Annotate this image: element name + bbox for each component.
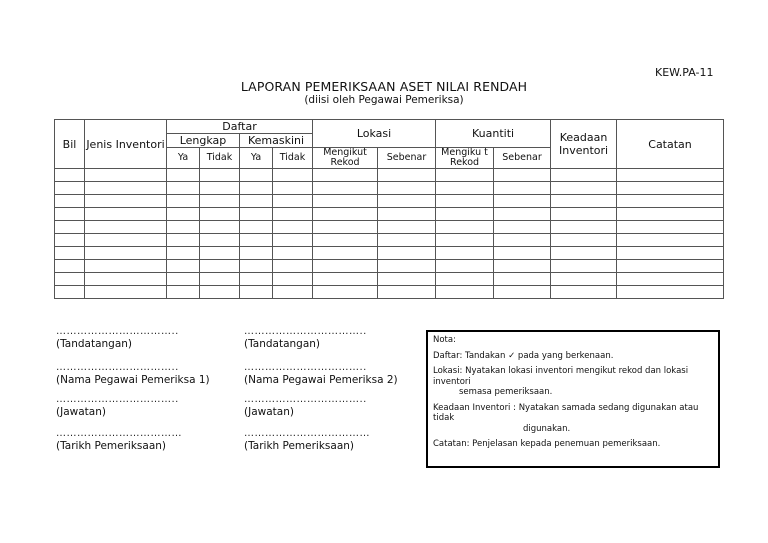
position-label: (Jawatan) bbox=[56, 406, 106, 418]
table-row bbox=[55, 247, 724, 260]
note-lokasi-line1: Lokasi: Nyatakan lokasi inventori mengikut rekod dan lokasi inventori bbox=[433, 366, 689, 387]
table-cell[interactable] bbox=[167, 221, 200, 234]
table-cell[interactable] bbox=[240, 182, 273, 195]
table-cell[interactable] bbox=[273, 195, 313, 208]
signature-line: …………………………….. bbox=[56, 326, 179, 337]
table-cell[interactable] bbox=[200, 273, 240, 286]
col-kemaskini: Kemaskini bbox=[240, 134, 313, 148]
note-daftar: Daftar: Tandakan ✓ pada yang berkenaan. bbox=[433, 350, 614, 361]
table-row bbox=[55, 260, 724, 273]
table-cell[interactable] bbox=[551, 195, 617, 208]
table-cell[interactable] bbox=[313, 247, 378, 260]
name-label: (Nama Pegawai Pemeriksa 2) bbox=[244, 374, 398, 386]
table-cell[interactable] bbox=[167, 234, 200, 247]
table-cell[interactable] bbox=[378, 182, 436, 195]
table-cell[interactable] bbox=[55, 286, 85, 299]
date-line: ……………………………… bbox=[56, 428, 182, 439]
table-cell[interactable] bbox=[551, 286, 617, 299]
col-lokasi-mengikut-rekod: Mengikut Rekod bbox=[313, 148, 378, 169]
col-lengkap-tidak: Tidak bbox=[200, 148, 240, 169]
table-cell[interactable] bbox=[200, 286, 240, 299]
table-cell[interactable] bbox=[617, 195, 724, 208]
col-lokasi-sebenar: Sebenar bbox=[378, 148, 436, 169]
page-title: LAPORAN PEMERIKSAAN ASET NILAI RENDAH bbox=[240, 79, 528, 94]
table-cell[interactable] bbox=[273, 260, 313, 273]
table-cell[interactable] bbox=[617, 273, 724, 286]
signature-label: (Tandatangan) bbox=[244, 338, 321, 350]
table-cell[interactable] bbox=[200, 247, 240, 260]
table-cell[interactable] bbox=[378, 169, 436, 182]
table-cell[interactable] bbox=[55, 260, 85, 273]
table-cell[interactable] bbox=[617, 260, 724, 273]
table-cell[interactable] bbox=[551, 273, 617, 286]
signature-block-2 bbox=[244, 325, 404, 453]
table-cell[interactable] bbox=[167, 169, 200, 182]
table-cell[interactable] bbox=[85, 286, 167, 299]
table-cell[interactable] bbox=[313, 182, 378, 195]
table-cell[interactable] bbox=[436, 169, 494, 182]
table-cell[interactable] bbox=[436, 247, 494, 260]
table-cell[interactable] bbox=[494, 286, 551, 299]
table-cell[interactable] bbox=[617, 169, 724, 182]
table-cell[interactable] bbox=[167, 286, 200, 299]
table-cell[interactable] bbox=[85, 234, 167, 247]
table-cell[interactable] bbox=[436, 208, 494, 221]
table-cell[interactable] bbox=[551, 247, 617, 260]
table-cell[interactable] bbox=[55, 221, 85, 234]
name-line: …………………………….. bbox=[244, 362, 367, 373]
table-cell[interactable] bbox=[85, 208, 167, 221]
col-kemaskini-ya: Ya bbox=[240, 148, 273, 169]
table-cell[interactable] bbox=[313, 286, 378, 299]
table-cell[interactable] bbox=[85, 182, 167, 195]
table-cell[interactable] bbox=[436, 260, 494, 273]
table-cell[interactable] bbox=[494, 182, 551, 195]
col-jenis-inventori: Jenis Inventori bbox=[85, 120, 167, 169]
table-cell[interactable] bbox=[167, 260, 200, 273]
table-cell[interactable] bbox=[240, 247, 273, 260]
table-cell[interactable] bbox=[436, 286, 494, 299]
table-cell[interactable] bbox=[85, 273, 167, 286]
table-cell[interactable] bbox=[240, 169, 273, 182]
table-cell[interactable] bbox=[617, 208, 724, 221]
table-cell[interactable] bbox=[378, 195, 436, 208]
table-cell[interactable] bbox=[551, 234, 617, 247]
table-row bbox=[55, 208, 724, 221]
table-cell[interactable] bbox=[378, 247, 436, 260]
note-box bbox=[426, 330, 720, 468]
col-lengkap: Lengkap bbox=[167, 134, 240, 148]
table-cell[interactable] bbox=[617, 182, 724, 195]
table-cell[interactable] bbox=[240, 221, 273, 234]
page-subtitle: (diisi oleh Pegawai Pemeriksa) bbox=[304, 94, 464, 106]
table-cell[interactable] bbox=[551, 208, 617, 221]
table-cell[interactable] bbox=[313, 195, 378, 208]
table-cell[interactable] bbox=[617, 221, 724, 234]
table-cell[interactable] bbox=[378, 208, 436, 221]
table-cell[interactable] bbox=[240, 286, 273, 299]
form-code: KEW.PA-11 bbox=[655, 66, 714, 79]
table-cell[interactable] bbox=[273, 221, 313, 234]
table-cell[interactable] bbox=[313, 221, 378, 234]
table-cell[interactable] bbox=[55, 182, 85, 195]
note-lokasi-line2: semasa pemeriksaan. bbox=[459, 387, 553, 397]
table-cell[interactable] bbox=[378, 260, 436, 273]
table-cell[interactable] bbox=[273, 208, 313, 221]
table-cell[interactable] bbox=[494, 169, 551, 182]
table-cell[interactable] bbox=[85, 169, 167, 182]
col-kuantiti-mengikut-rekod: Mengiku t Rekod bbox=[436, 148, 494, 169]
date-line: ……………………………… bbox=[244, 428, 370, 439]
table-cell[interactable] bbox=[200, 169, 240, 182]
table-cell[interactable] bbox=[436, 221, 494, 234]
table-row bbox=[55, 169, 724, 182]
note-keadaan bbox=[433, 403, 713, 435]
note-keadaan-line1: Keadaan Inventori : Nyatakan samada sedang digunakan atau tidak bbox=[433, 402, 699, 423]
name-label: (Nama Pegawai Pemeriksa 1) bbox=[56, 374, 210, 386]
table-cell[interactable] bbox=[273, 273, 313, 286]
table-cell[interactable] bbox=[273, 247, 313, 260]
col-kuantiti-sebenar: Sebenar bbox=[494, 148, 551, 169]
table-row bbox=[55, 286, 724, 299]
table-cell[interactable] bbox=[273, 182, 313, 195]
table-cell[interactable] bbox=[313, 260, 378, 273]
table-cell[interactable] bbox=[240, 273, 273, 286]
table-cell[interactable] bbox=[55, 169, 85, 182]
table-row bbox=[55, 221, 724, 234]
table-cell[interactable] bbox=[494, 208, 551, 221]
date-label: (Tarikh Pemeriksaan) bbox=[244, 440, 355, 452]
col-lokasi: Lokasi bbox=[313, 120, 436, 148]
col-kuantiti: Kuantiti bbox=[436, 120, 551, 148]
table-cell[interactable] bbox=[551, 182, 617, 195]
note-lokasi bbox=[433, 366, 713, 398]
table-row bbox=[55, 234, 724, 247]
table-cell[interactable] bbox=[378, 273, 436, 286]
table-cell[interactable] bbox=[200, 195, 240, 208]
table-row bbox=[55, 195, 724, 208]
table-cell[interactable] bbox=[200, 208, 240, 221]
table-cell[interactable] bbox=[617, 286, 724, 299]
table-cell[interactable] bbox=[494, 234, 551, 247]
table-cell[interactable] bbox=[200, 182, 240, 195]
table-cell[interactable] bbox=[494, 273, 551, 286]
col-keadaan-inventori: Keadaan Inventori bbox=[551, 120, 617, 169]
table-cell[interactable] bbox=[378, 221, 436, 234]
table-row bbox=[55, 273, 724, 286]
table-cell[interactable] bbox=[240, 195, 273, 208]
table-cell[interactable] bbox=[55, 273, 85, 286]
col-bil: Bil bbox=[55, 120, 85, 169]
col-kemaskini-tidak: Tidak bbox=[273, 148, 313, 169]
table-cell[interactable] bbox=[200, 221, 240, 234]
table-cell[interactable] bbox=[55, 247, 85, 260]
col-catatan: Catatan bbox=[617, 120, 724, 169]
table-cell[interactable] bbox=[313, 169, 378, 182]
table-cell[interactable] bbox=[494, 195, 551, 208]
position-line: …………………………….. bbox=[244, 394, 367, 405]
position-line: …………………………….. bbox=[56, 394, 179, 405]
note-catatan: Catatan: Penjelasan kepada penemuan pemeriksaan. bbox=[433, 439, 661, 449]
table-cell[interactable] bbox=[85, 260, 167, 273]
table-cell[interactable] bbox=[85, 247, 167, 260]
signature-line: …………………………….. bbox=[244, 326, 367, 337]
table-cell[interactable] bbox=[313, 234, 378, 247]
table-cell[interactable] bbox=[617, 247, 724, 260]
table-cell[interactable] bbox=[55, 234, 85, 247]
note-heading: Nota: bbox=[433, 335, 456, 345]
table-cell[interactable] bbox=[167, 195, 200, 208]
col-lengkap-ya: Ya bbox=[167, 148, 200, 169]
table-cell[interactable] bbox=[240, 260, 273, 273]
table-cell[interactable] bbox=[273, 286, 313, 299]
table-cell[interactable] bbox=[494, 221, 551, 234]
table-cell[interactable] bbox=[167, 247, 200, 260]
table-cell[interactable] bbox=[617, 234, 724, 247]
inventory-table bbox=[54, 119, 724, 299]
signature-label: (Tandatangan) bbox=[56, 338, 133, 350]
table-cell[interactable] bbox=[55, 195, 85, 208]
table-cell[interactable] bbox=[273, 169, 313, 182]
table-cell[interactable] bbox=[551, 260, 617, 273]
table-cell[interactable] bbox=[551, 169, 617, 182]
table-cell[interactable] bbox=[167, 182, 200, 195]
table-cell[interactable] bbox=[436, 182, 494, 195]
table-cell[interactable] bbox=[200, 260, 240, 273]
table-cell[interactable] bbox=[200, 234, 240, 247]
table-cell[interactable] bbox=[273, 234, 313, 247]
table-cell[interactable] bbox=[85, 221, 167, 234]
table-cell[interactable] bbox=[436, 195, 494, 208]
table-cell[interactable] bbox=[378, 286, 436, 299]
col-daftar: Daftar bbox=[167, 120, 313, 134]
signature-block-1 bbox=[56, 325, 226, 453]
table-cell[interactable] bbox=[85, 195, 167, 208]
table-cell[interactable] bbox=[240, 234, 273, 247]
note-keadaan-line2: digunakan. bbox=[523, 423, 571, 434]
table-cell[interactable] bbox=[436, 234, 494, 247]
table-cell[interactable] bbox=[313, 273, 378, 286]
table-cell[interactable] bbox=[494, 247, 551, 260]
table-cell[interactable] bbox=[494, 260, 551, 273]
table-cell[interactable] bbox=[240, 208, 273, 221]
position-label: (Jawatan) bbox=[244, 406, 294, 418]
table-cell[interactable] bbox=[551, 221, 617, 234]
table-row bbox=[55, 182, 724, 195]
table-cell[interactable] bbox=[167, 208, 200, 221]
table-cell[interactable] bbox=[436, 273, 494, 286]
table-cell[interactable] bbox=[378, 234, 436, 247]
name-line: …………………………….. bbox=[56, 362, 179, 373]
table-cell[interactable] bbox=[313, 208, 378, 221]
table-cell[interactable] bbox=[167, 273, 200, 286]
table-cell[interactable] bbox=[55, 208, 85, 221]
date-label: (Tarikh Pemeriksaan) bbox=[56, 440, 167, 452]
